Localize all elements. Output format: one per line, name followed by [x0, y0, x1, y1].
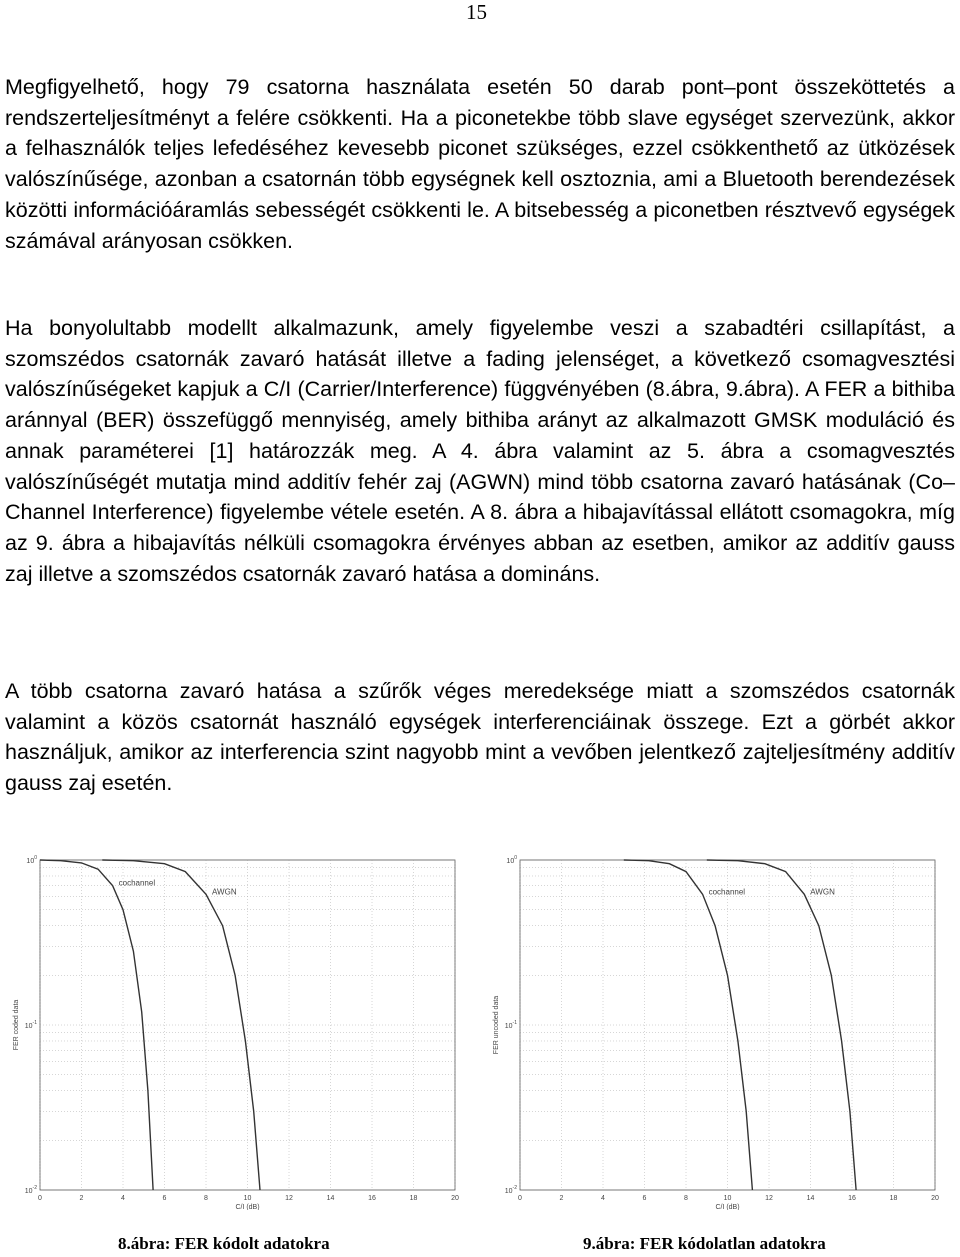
y-tick-label: $10^0$: [506, 855, 517, 865]
x-tick-label: 12: [285, 1195, 293, 1202]
paragraph: Ha bonyolultabb modellt alkalmazunk, amely figyelembe veszi a szabadtéri csillapítást, a szomszédos csatornák zavaró hatását illetve a fading jelenséget, a következő csomagvesztési valószínűségeket kapjuk a C/I (Carrier/Interference) függvényében (8.ábra, 9.ábra). A FER a bithiba aránnyal (BER) összefüggő mennyiség, amely bithiba arányt az alkalmazott GMSK moduláció és annak paraméterei [1] határozzák meg. A 4. ábra valamint az 5. ábra a csomagvesztés valószínűségét mutatja mind additív fehér zaj (AGWN) mind több csatorna zavaró hatásának (Co–Channel Interference) figyelembe vétele esetén. A 8. ábra a hibajavítással ellátott csomagokra, míg az 9. ábra a hibajavítás nélküli csomagokra érvényes abban az esetben, amikor az additív gauss zaj illetve a szomszédos csatornák zavaró hatása a domináns.: [5, 316, 955, 586]
y-axis-label: FER coded data: [13, 999, 20, 1051]
figure-9-caption: 9.ábra: FER kódolatlan adatokra: [583, 1234, 826, 1253]
x-tick-label: 20: [451, 1195, 459, 1202]
paragraph: A több csatorna zavaró hatása a szűrők véges meredeksége miatt a szomszédos csatornák valamint a közös csatornát használó egységek interferenciáinak összege. Ezt a görbét akkor használjuk, amikor az interferencia szint nagyobb mint a vevőben jelentkező zajteljesítmény additív gauss zaj esetén.: [5, 679, 955, 796]
series-annotation: AWGN: [212, 887, 237, 897]
x-tick-label: 10: [243, 1195, 252, 1202]
figure-9-chart: [480, 850, 945, 1210]
y-axis-label: FER uncoded data: [493, 995, 500, 1055]
y-tick-label: $10^0$: [26, 855, 37, 865]
x-tick-label: 8: [684, 1195, 688, 1202]
y-tick-label: $10^{-2}$: [504, 1185, 517, 1195]
paragraph: Megfigyelhető, hogy 79 csatorna használata esetén 50 darab pont–pont összeköttetés a rendszerteljesítményt a felére csökkenti. Ha a piconetekbe több slave egységet szervezünk, akkor a felhasználók teljes lefedéséhez kevesebb piconet szükséges, ezzel csökkenthető az ütközések valószínűsége, azonban a csatornán több egységnek kell osztoznia, ami a Bluetooth berendezések közötti információáramlás sebességét csökkenti le. A bitsebesség a piconetben résztvevő egységek számával arányosan csökken.: [5, 75, 955, 253]
x-tick-label: 0: [518, 1195, 522, 1202]
x-tick-label: 14: [806, 1195, 815, 1202]
x-axis-label: C/I (dB): [715, 1204, 740, 1210]
y-tick-label: $10^{-1}$: [24, 1020, 37, 1030]
x-tick-label: 4: [601, 1195, 605, 1202]
page-number: 15: [466, 0, 487, 24]
y-tick-label: $10^{-2}$: [24, 1185, 37, 1195]
fer-coded-chart: [0, 850, 465, 1210]
x-tick-label: 18: [889, 1195, 898, 1202]
x-tick-label: 12: [765, 1195, 773, 1202]
x-tick-label: 0: [38, 1195, 42, 1202]
series-annotation: cochannel: [708, 887, 746, 897]
x-tick-label: 20: [931, 1195, 939, 1202]
x-tick-label: 8: [204, 1195, 208, 1202]
x-tick-label: 10: [723, 1195, 732, 1202]
x-tick-label: 16: [368, 1195, 376, 1202]
series-annotation: AWGN: [810, 887, 835, 897]
figure-8-chart: [0, 850, 465, 1210]
series-annotation: cochannel: [118, 878, 156, 888]
x-tick-label: 16: [848, 1195, 856, 1202]
x-tick-label: 2: [79, 1195, 84, 1202]
fer-uncoded-chart: [480, 850, 945, 1210]
x-tick-label: 6: [162, 1195, 167, 1202]
x-tick-label: 4: [121, 1195, 125, 1202]
y-tick-label: $10^{-1}$: [504, 1020, 517, 1030]
x-tick-label: 18: [409, 1195, 418, 1202]
x-tick-label: 6: [642, 1195, 647, 1202]
figure-8-caption: 8.ábra: FER kódolt adatokra: [118, 1234, 330, 1253]
x-tick-label: 2: [559, 1195, 564, 1202]
x-tick-label: 14: [326, 1195, 335, 1202]
x-axis-label: C/I (dB): [235, 1204, 260, 1210]
